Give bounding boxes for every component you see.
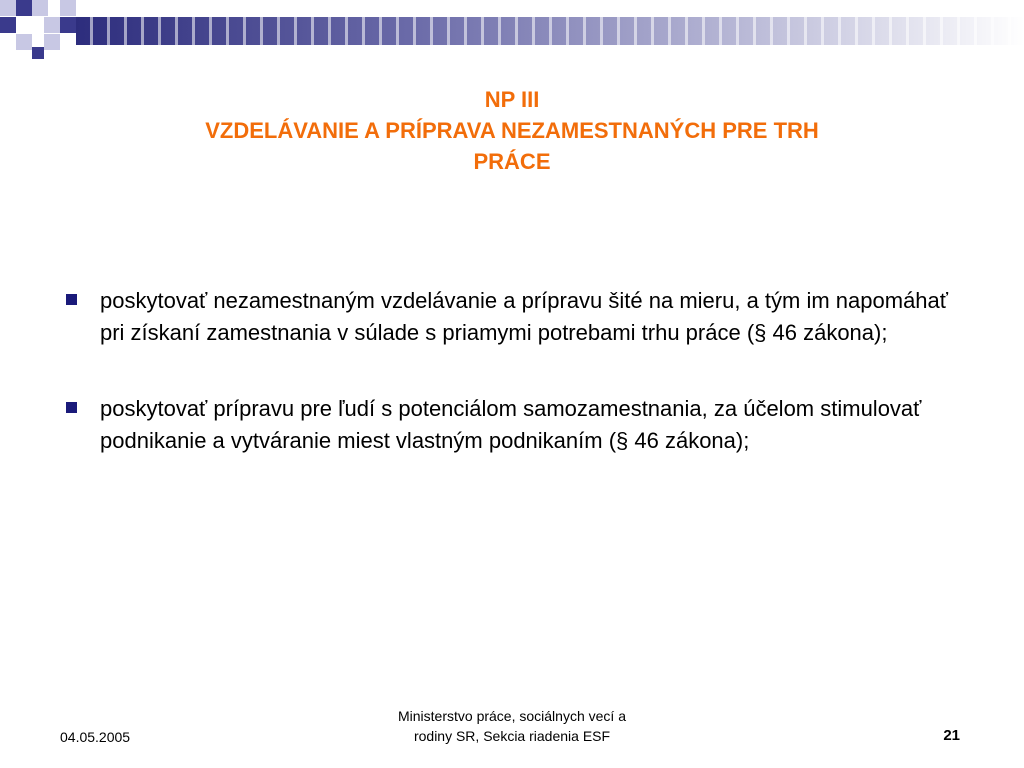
decor-square: [60, 0, 76, 16]
bullet-item: [62, 285, 962, 349]
decor-square: [0, 0, 16, 16]
footer-organization: [352, 706, 672, 746]
square-bullet-icon: [66, 294, 77, 305]
decor-square: [16, 34, 32, 50]
decor-square: [32, 0, 48, 16]
decor-square: [44, 17, 60, 33]
bullet-text: poskytovať prípravu pre ľudí s potenciálom samozamestnania, za účelom stimulovať podnikanie a vytváranie miest vlastným podnikaním (§ 46 zákona);: [100, 396, 922, 453]
decor-square: [0, 17, 16, 33]
slide-title: [60, 84, 964, 177]
bullet-text: poskytovať nezamestnaným vzdelávanie a prípravu šité na mieru, a tým im napomáhať pri získaní zamestnania v súlade s priamymi potrebami trhu práce (§ 46 zákona);: [100, 288, 949, 345]
footer-org-line-2: rodiny SR, Sekcia riadenia ESF: [413, 728, 611, 744]
bullet-list: [62, 285, 962, 501]
title-line-3: PRÁCE: [473, 149, 551, 174]
square-bullet-icon: [66, 402, 77, 413]
decor-square: [32, 47, 44, 59]
footer-org-line-1: Ministerstvo práce, sociálnych vecí a: [398, 708, 626, 724]
title-line-2: VZDELÁVANIE A PRÍPRAVA NEZAMESTNANÝCH PRE TRH: [205, 118, 819, 143]
bullet-item: [62, 393, 962, 457]
title-line-1: NP III: [484, 87, 540, 112]
page-number: 21: [943, 727, 960, 744]
decor-square: [16, 0, 32, 16]
header-stripes: [76, 17, 1024, 45]
footer-date: 04.05.2005: [60, 729, 131, 745]
decor-square: [60, 17, 76, 33]
decor-square: [44, 34, 60, 50]
